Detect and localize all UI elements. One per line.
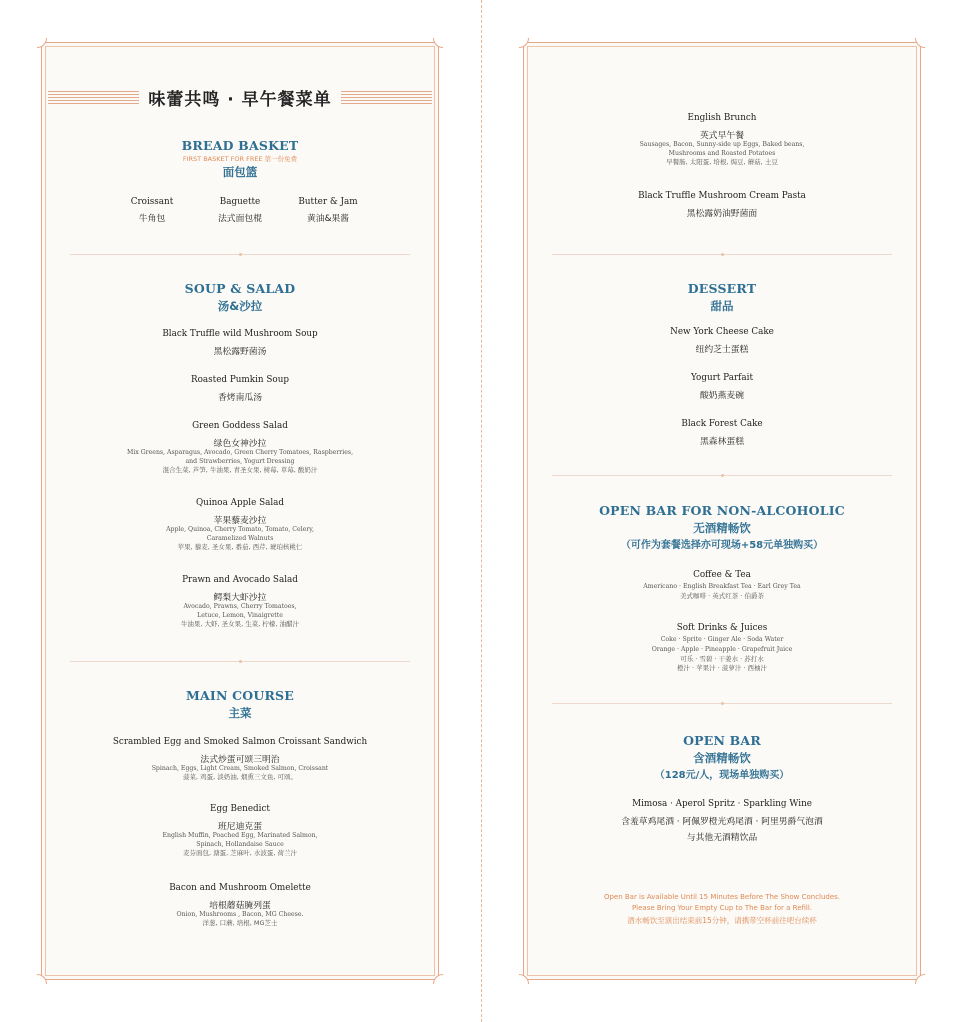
open-bar-subtitle: （128元/人，现场单独购买） xyxy=(654,770,790,781)
menu-item-name-zh: 酸奶燕麦碗 xyxy=(700,391,744,401)
open-bar-title-zh: 含酒精畅饮 xyxy=(693,751,751,765)
menu-item-description: Sausages, Bacon, Sunny-side up Eggs, Baked beans, xyxy=(639,141,805,148)
section-divider xyxy=(552,475,892,476)
non-alcoholic-title-zh: 无酒精畅饮 xyxy=(693,521,751,535)
bread-item xyxy=(286,197,370,224)
menu-item-description: Letuce, Lemon, Vinaigrette xyxy=(197,612,283,619)
menu-item-name: Scrambled Egg and Smoked Salmon Croissant Sandwich xyxy=(112,737,368,747)
item-name: Baguette xyxy=(219,197,261,207)
title-stripes-left xyxy=(48,91,139,104)
corner-ornament xyxy=(433,974,443,984)
menu-item-description-zh: 洋葱, 口蘑, 培根, MG芝士 xyxy=(202,919,278,927)
menu-item-name-zh: 英式早午餐 xyxy=(700,131,744,141)
menu-title: 味蕾共鸣 · 早午餐菜单 xyxy=(148,89,332,110)
dessert-title: DESSERT xyxy=(687,281,757,296)
menu-title-row xyxy=(48,86,432,108)
menu-item-description: Caramelized Walnuts xyxy=(206,535,274,542)
menu-item-description: Avocado, Prawns, Cherry Tomatoes, xyxy=(183,603,297,610)
bread-basket-note: FIRST BASKET FOR FREE 第一份免费 xyxy=(182,155,298,163)
open-bar-drinks-zh: 含羞草鸡尾酒 · 阿佩罗橙光鸡尾酒 · 阿里男爵气泡酒 xyxy=(621,817,823,827)
corner-ornament xyxy=(37,974,47,984)
drink-group-list-zh: 美式咖啡 · 英式红茶 · 伯爵茶 xyxy=(680,592,764,600)
menu-item-description-zh: 牛油果, 大虾, 圣女果, 生菜, 柠檬, 油醋汁 xyxy=(180,620,300,628)
footer-note: Please Bring Your Empty Cup to The Bar for a Refill. xyxy=(631,904,813,912)
menu-item-description: Spinach, Hollandaise Sauce xyxy=(196,841,284,848)
menu-item-name: New York Cheese Cake xyxy=(670,327,774,337)
menu-item-description-zh: 早餐肠, 太阳蛋, 培根, 焗豆, 蘑菇, 土豆 xyxy=(666,158,778,166)
section-divider xyxy=(552,703,892,704)
soup-salad-title: SOUP & SALAD xyxy=(184,281,296,296)
non-alcoholic-subtitle: （可作为套餐选择亦可现场+58元单独购买） xyxy=(620,540,824,551)
menu-item-name-zh: 培根蘑菇腌列蛋 xyxy=(209,901,271,911)
footer-note-zh: 酒水畅饮至演出结束前15分钟，请携带空杯前往吧台续杯 xyxy=(627,916,817,925)
item-name-zh: 牛角包 xyxy=(138,214,166,224)
bread-item xyxy=(110,197,194,224)
menu-item-name: Prawn and Avocado Salad xyxy=(182,575,298,585)
drink-group-list-zh: 可乐 · 雪碧 · 干姜水 · 苏打水 xyxy=(680,655,764,663)
menu-item-name: Black Truffle Mushroom Cream Pasta xyxy=(638,191,806,201)
menu-item-name-zh: 绿色女神沙拉 xyxy=(213,439,267,449)
menu-item-name-zh: 黑松露奶油野菌面 xyxy=(686,209,758,219)
bread-items xyxy=(42,197,438,224)
corner-ornament xyxy=(915,974,925,984)
menu-item-name: Black Forest Cake xyxy=(681,419,763,429)
main-course-title: MAIN COURSE xyxy=(185,688,295,703)
drink-group-name: Soft Drinks & Juices xyxy=(676,623,768,633)
menu-item-name: Quinoa Apple Salad xyxy=(195,498,285,508)
corner-ornament xyxy=(37,38,47,48)
open-bar-drinks: Mimosa · Aperol Spritz · Sparkling Wine xyxy=(632,799,812,809)
menu-item-description-zh: 菠菜, 鸡蛋, 淡奶油, 烟熏三文鱼, 可颂。 xyxy=(182,773,298,781)
page-fold-line xyxy=(481,0,482,1022)
bread-basket-title-zh: 面包篮 xyxy=(222,165,258,179)
drink-group-list-zh: 橙汁 · 苹果汁 · 菠萝汁 · 西柚汁 xyxy=(676,664,768,672)
dessert-title-zh: 甜品 xyxy=(710,299,734,313)
menu-item-name: Yogurt Parfait xyxy=(691,373,753,383)
item-name-zh: 黄油&果酱 xyxy=(306,214,350,224)
main-course-title-zh: 主菜 xyxy=(228,706,252,720)
section-divider xyxy=(70,661,410,662)
drink-group-list: Americano · English Breakfast Tea · Earl Grey Tea xyxy=(643,583,801,590)
menu-item-description: Apple, Quinoa, Cherry Tomato, Tomato, Celery, xyxy=(166,526,314,533)
menu-item-name: Bacon and Mushroom Omelette xyxy=(169,883,311,893)
menu-item-description: Mushrooms and Roasted Potatoes xyxy=(668,150,776,157)
menu-item-description-zh: 苹果, 藜麦, 圣女果, 番茄, 西芹, 琥珀核桃仁 xyxy=(177,543,303,551)
section-divider xyxy=(552,254,892,255)
corner-ornament xyxy=(519,974,529,984)
non-alcoholic-title: OPEN BAR FOR NON-ALCOHOLIC xyxy=(599,503,845,518)
item-name: Butter & Jam xyxy=(298,197,358,207)
bread-item xyxy=(198,197,282,224)
menu-item-name-zh: 香烤南瓜汤 xyxy=(218,393,262,403)
open-bar-drinks-zh-2: 与其他无酒精饮品 xyxy=(686,833,758,843)
item-name-zh: 法式面包棍 xyxy=(218,214,262,224)
menu-item-name-zh: 黑森林蛋糕 xyxy=(700,437,744,447)
open-bar-title: OPEN BAR xyxy=(683,733,761,748)
drink-group-name: Coffee & Tea xyxy=(693,570,751,580)
menu-page-right xyxy=(523,42,921,980)
menu-item-name-zh: 鳄梨大虾沙拉 xyxy=(213,593,267,603)
menu-item-description: English Muffin, Poached Egg, Marinated Salmon, xyxy=(162,832,318,839)
corner-ornament xyxy=(915,38,925,48)
menu-item-description: and Strawberries, Yogurt Dressing xyxy=(185,458,295,465)
item-name: Croissant xyxy=(130,197,174,207)
title-stripes-right xyxy=(341,91,432,104)
soup-salad-title-zh: 汤&沙拉 xyxy=(217,299,263,313)
menu-item-name: Green Goddess Salad xyxy=(192,421,288,431)
menu-item-description-zh: 混合生菜, 芦笋, 牛油果, 青圣女果, 树莓, 草莓, 酸奶汁 xyxy=(162,466,318,474)
menu-item-name: Black Truffle wild Mushroom Soup xyxy=(162,329,318,339)
menu-item-name-zh: 法式炒蛋可颂三明治 xyxy=(200,755,280,765)
footer-note: Open Bar is Available Until 15 Minutes Before The Show Concludes. xyxy=(603,893,841,901)
menu-item-name-zh: 苹果藜麦沙拉 xyxy=(213,516,267,526)
menu-item-description: Spinach, Eggs, Light Cream, Smoked Salmon, Croissant xyxy=(151,765,329,772)
menu-item-description-zh: 麦芬面包, 溏蛋, 芝麻叶, 水波蛋, 荷兰汁 xyxy=(182,849,298,857)
menu-item-name-zh: 纽约芝士蛋糕 xyxy=(695,345,749,355)
bread-basket-title: BREAD BASKET xyxy=(181,138,299,153)
menu-item-description: Mix Greens, Asparagus, Avocado, Green Cherry Tomatoes, Raspberries, xyxy=(126,449,354,456)
drink-group-list: Orange · Apple · Pineapple · Grapefruit Juice xyxy=(651,646,793,653)
menu-item-name: English Brunch xyxy=(687,113,757,123)
menu-item-description: Onion, Mushrooms , Bacon, MG Cheese. xyxy=(176,911,304,918)
section-divider xyxy=(70,254,410,255)
menu-page-left xyxy=(41,42,439,980)
corner-ornament xyxy=(433,38,443,48)
corner-ornament xyxy=(519,38,529,48)
drink-group-list: Coke · Sprite · Ginger Ale · Soda Water xyxy=(660,636,784,643)
menu-item-name: Egg Benedict xyxy=(210,804,270,814)
menu-item-name-zh: 班尼迪克蛋 xyxy=(218,822,262,832)
menu-item-name: Roasted Pumkin Soup xyxy=(191,375,289,385)
menu-item-name-zh: 黑松露野菌汤 xyxy=(213,347,267,357)
